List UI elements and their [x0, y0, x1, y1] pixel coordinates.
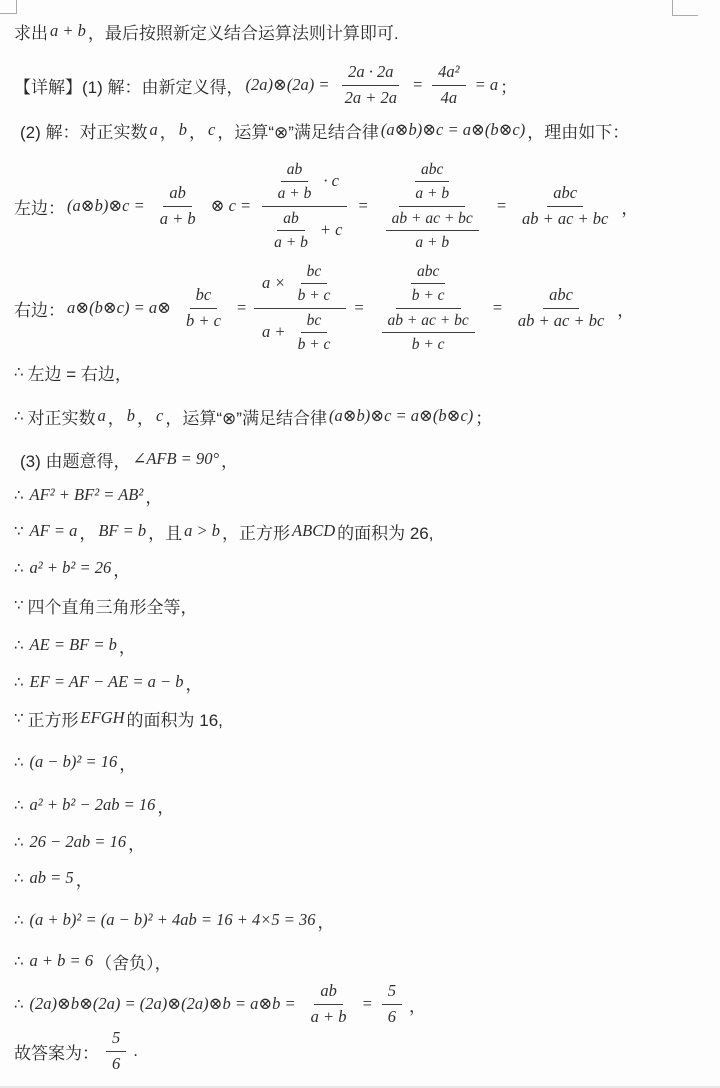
frac-num [254, 262, 346, 309]
math-fragment: 26 − 2ab = 16 [29, 832, 127, 851]
frac-den: b + c [411, 335, 445, 353]
nested-fraction [258, 160, 350, 253]
punctuation: ， [189, 122, 206, 142]
frac-den: 2a + 2a [344, 87, 397, 107]
frac-num: bc [190, 285, 218, 309]
text-fragment: （舍负）， [95, 953, 172, 973]
frac-den: 6 [387, 1006, 396, 1026]
therefore-symbol: ∴ [14, 953, 24, 970]
fraction [510, 285, 612, 331]
frac-den: ab + ac + bc [521, 208, 609, 228]
fraction [337, 62, 405, 108]
frac-num: 5 [106, 1028, 126, 1052]
punctuation: ， [113, 560, 131, 580]
statement-congruent [14, 594, 198, 616]
math-fragment: (a − b)² = 16 [29, 752, 118, 771]
frac-num: abc [543, 285, 579, 309]
frac-den [258, 207, 350, 253]
math-fragment: (a⊗b)⊗c = a⊗(b⊗c) [380, 120, 526, 139]
text-fragment: ，最后按照新定义结合运算法则计算即可. [87, 23, 399, 43]
text-fragment: 的面积为 16, [126, 710, 223, 730]
answer-label: 故答案为： [14, 1043, 99, 1063]
therefore-symbol: ∴ [14, 408, 24, 425]
text-fragment: (2) 解：对正实数 [20, 122, 148, 142]
fraction [266, 209, 316, 253]
fraction [380, 981, 404, 1027]
text-fragment: 正方形 [27, 710, 79, 730]
frac-den: b + c [297, 335, 331, 353]
line-part2-intro [20, 119, 629, 141]
nested-fraction [254, 262, 346, 355]
punctuation: ， [118, 637, 136, 657]
math-fragment: a + [262, 322, 286, 342]
statement-apb-squared [14, 909, 335, 931]
statement-efgh-area [14, 707, 223, 729]
math-fragment: a² + b² − 2ab = 16 [29, 795, 156, 814]
therefore-symbol: ∴ [14, 996, 24, 1013]
statement-expand [14, 794, 174, 816]
punctuation: ； [500, 77, 518, 97]
punctuation: ， [157, 797, 175, 817]
line-part3-intro [20, 448, 238, 470]
frac-den: a + b [415, 233, 450, 251]
nested-fraction [376, 160, 489, 253]
text-fragment: ，正方形 [222, 523, 291, 543]
fraction [152, 183, 204, 229]
fraction [290, 262, 339, 306]
frac-den: a + b [159, 208, 196, 228]
frac-den [376, 207, 489, 253]
punctuation: ， [621, 198, 639, 218]
fraction [380, 311, 477, 355]
frac-num: ab [281, 160, 309, 182]
nested-fraction [372, 262, 485, 355]
therefore-symbol: ∴ [14, 870, 24, 887]
frac-den: b + c [297, 287, 331, 305]
therefore-symbol: ∴ [14, 364, 24, 381]
statement-given-values [14, 520, 433, 542]
equals-sign: = [357, 196, 369, 215]
math-fragment: ab = 5 [29, 868, 74, 887]
math-fragment: a + b [50, 21, 86, 40]
punctuation: ， [119, 754, 137, 774]
punctuation: ， [145, 487, 163, 507]
equation-right-side [14, 257, 634, 359]
text-fragment: 四个直角三角形全等， [27, 597, 198, 617]
statement-apb-6 [14, 950, 172, 972]
text-fragment: 对正实数 [27, 408, 96, 428]
punctuation: ； [475, 408, 493, 428]
frac-den [372, 309, 485, 355]
frac-num: 4a² [432, 62, 465, 86]
detail-label: 【详解】(1) 解：由新定义得， [14, 77, 244, 97]
frac-den: b + c [185, 310, 221, 330]
equals-sign: = [411, 75, 424, 94]
fraction [178, 285, 229, 331]
math-fragment: ⊗ c = [210, 196, 252, 215]
line-answer [14, 1026, 138, 1076]
statement-final-computation [14, 977, 426, 1031]
math-fragment: BF = b [98, 521, 147, 540]
therefore-symbol: ∴ [14, 912, 24, 929]
text-fragment: ，且 [148, 523, 183, 543]
frac-num: ab [163, 183, 192, 207]
page-corner-mark-top-right [672, 0, 698, 16]
frac-den: a + b [310, 1006, 347, 1026]
text-fragment: 的面积为 26, [337, 523, 434, 543]
equals-sign: = [491, 298, 503, 317]
math-fragment: ∠AFB = 90° [132, 449, 220, 468]
math-fragment: c [156, 406, 164, 425]
fraction [290, 311, 339, 355]
math-fragment: AF² + BF² = AB² [29, 485, 144, 504]
math-fragment: a > b [184, 521, 221, 540]
punctuation: . [133, 1041, 138, 1060]
punctuation: ， [107, 408, 125, 428]
frac-num: 2a · 2a [342, 62, 399, 86]
math-fragment: EFGH [80, 708, 125, 727]
fraction [104, 1028, 128, 1074]
equals-sign: = [495, 196, 507, 215]
frac-den: a + b [277, 185, 312, 203]
because-symbol: ∵ [14, 710, 24, 727]
text-fragment: 左边 = 右边， [27, 364, 132, 384]
therefore-symbol: ∴ [14, 637, 24, 654]
frac-num: 5 [382, 981, 402, 1005]
because-symbol: ∵ [14, 523, 24, 540]
text-fragment: ，理由如下： [527, 122, 630, 142]
punctuation: ， [128, 834, 146, 854]
frac-num: ab [314, 981, 343, 1005]
frac-num [399, 160, 465, 207]
statement-conclusion-part2 [14, 405, 492, 427]
frac-den: 6 [112, 1053, 121, 1073]
fraction [303, 981, 355, 1027]
punctuation: ， [408, 996, 426, 1016]
math-fragment: EF = AF − AE = a − b [29, 672, 184, 691]
therefore-symbol: ∴ [14, 797, 24, 814]
frac-num: ab + ac + bc [382, 311, 475, 333]
frac-num: abc [415, 160, 449, 182]
math-fragment: (a⊗b)⊗c = a⊗(b⊗c) [328, 406, 474, 425]
because-symbol: ∵ [14, 597, 24, 614]
text-fragment: ，运算“⊗”满足结合律 [217, 122, 379, 142]
math-fragment: b [126, 406, 136, 425]
math-fragment: ABCD [292, 521, 336, 540]
math-fragment: · c [323, 171, 339, 191]
math-fragment: (2a)⊗(2a) = [245, 75, 330, 94]
right-side-label: 右边： [14, 300, 65, 320]
frac-num: bc [301, 262, 328, 284]
punctuation: ， [221, 451, 239, 471]
statement-ef [14, 671, 202, 693]
statement-sides-equal [14, 361, 132, 383]
text-fragment: ，运算“⊗”满足结合律 [165, 408, 327, 428]
punctuation: ， [79, 523, 97, 543]
math-fragment: a + b = 6 [29, 951, 94, 970]
fraction [384, 209, 481, 253]
math-fragment: a [149, 120, 158, 139]
frac-num [262, 160, 347, 207]
fraction [407, 160, 457, 204]
math-fragment: a [97, 406, 106, 425]
math-fragment: b [178, 120, 187, 139]
frac-num [396, 262, 461, 309]
frac-num: ab + ac + bc [386, 209, 479, 231]
frac-num: ab [277, 209, 305, 231]
frac-num: bc [301, 311, 328, 333]
math-fragment: + c [319, 220, 343, 240]
math-fragment: (a + b)² = (a − b)² + 4ab = 16 + 4×5 = 36 [29, 910, 316, 929]
math-fragment: (a⊗b)⊗c = [67, 196, 145, 215]
frac-num: abc [411, 262, 445, 284]
frac-den: a + b [274, 233, 308, 251]
math-fragment: (2a)⊗b⊗(2a) = (2a)⊗(2a)⊗b = a⊗b = [29, 994, 296, 1013]
punctuation: ， [75, 870, 93, 890]
statement-ab-5 [14, 867, 93, 889]
frac-den [254, 309, 346, 355]
statement-substitute [14, 831, 145, 853]
text-fragment: (3) 由题意得， [20, 451, 131, 471]
equals-sign: = [235, 298, 248, 317]
fraction [514, 183, 616, 229]
frac-den: ab + ac + bc [517, 310, 605, 330]
left-side-label: 左边： [14, 198, 65, 218]
therefore-symbol: ∴ [14, 754, 24, 771]
line-detail-part1 [14, 57, 517, 113]
equation-left-side [14, 155, 638, 257]
frac-den: 4a [440, 87, 458, 107]
fraction [404, 262, 453, 306]
math-fragment: a² + b² = 26 [29, 558, 112, 577]
therefore-symbol: ∴ [14, 560, 24, 577]
math-fragment: c [208, 120, 216, 139]
math-fragment: = a [474, 75, 499, 94]
equals-sign: = [361, 994, 373, 1013]
frac-den: b + c [411, 287, 445, 305]
therefore-symbol: ∴ [14, 674, 24, 691]
math-fragment: AF = a [29, 521, 78, 540]
equals-sign: = [353, 298, 365, 317]
page-corner-mark-top-left [0, 0, 17, 14]
statement-square-16 [14, 751, 136, 773]
punctuation: ， [137, 408, 155, 428]
math-fragment: a × [262, 273, 286, 293]
math-fragment: a⊗(b⊗c) = a⊗ [67, 298, 171, 317]
punctuation: ， [617, 300, 635, 320]
line-intro [14, 20, 399, 42]
punctuation: ， [159, 122, 177, 142]
frac-den: a + b [415, 185, 450, 203]
therefore-symbol: ∴ [14, 487, 24, 504]
statement-ae [14, 634, 136, 656]
frac-num: abc [547, 183, 583, 207]
therefore-symbol: ∴ [14, 834, 24, 851]
fraction [270, 160, 320, 204]
math-fragment: AE = BF = b [29, 635, 117, 654]
punctuation: ， [317, 912, 335, 932]
punctuation: ， [185, 674, 203, 694]
text-fragment: 求出 [14, 23, 48, 43]
statement-sum-26 [14, 557, 130, 579]
fraction [430, 62, 467, 108]
statement-pythagoras [14, 484, 162, 506]
